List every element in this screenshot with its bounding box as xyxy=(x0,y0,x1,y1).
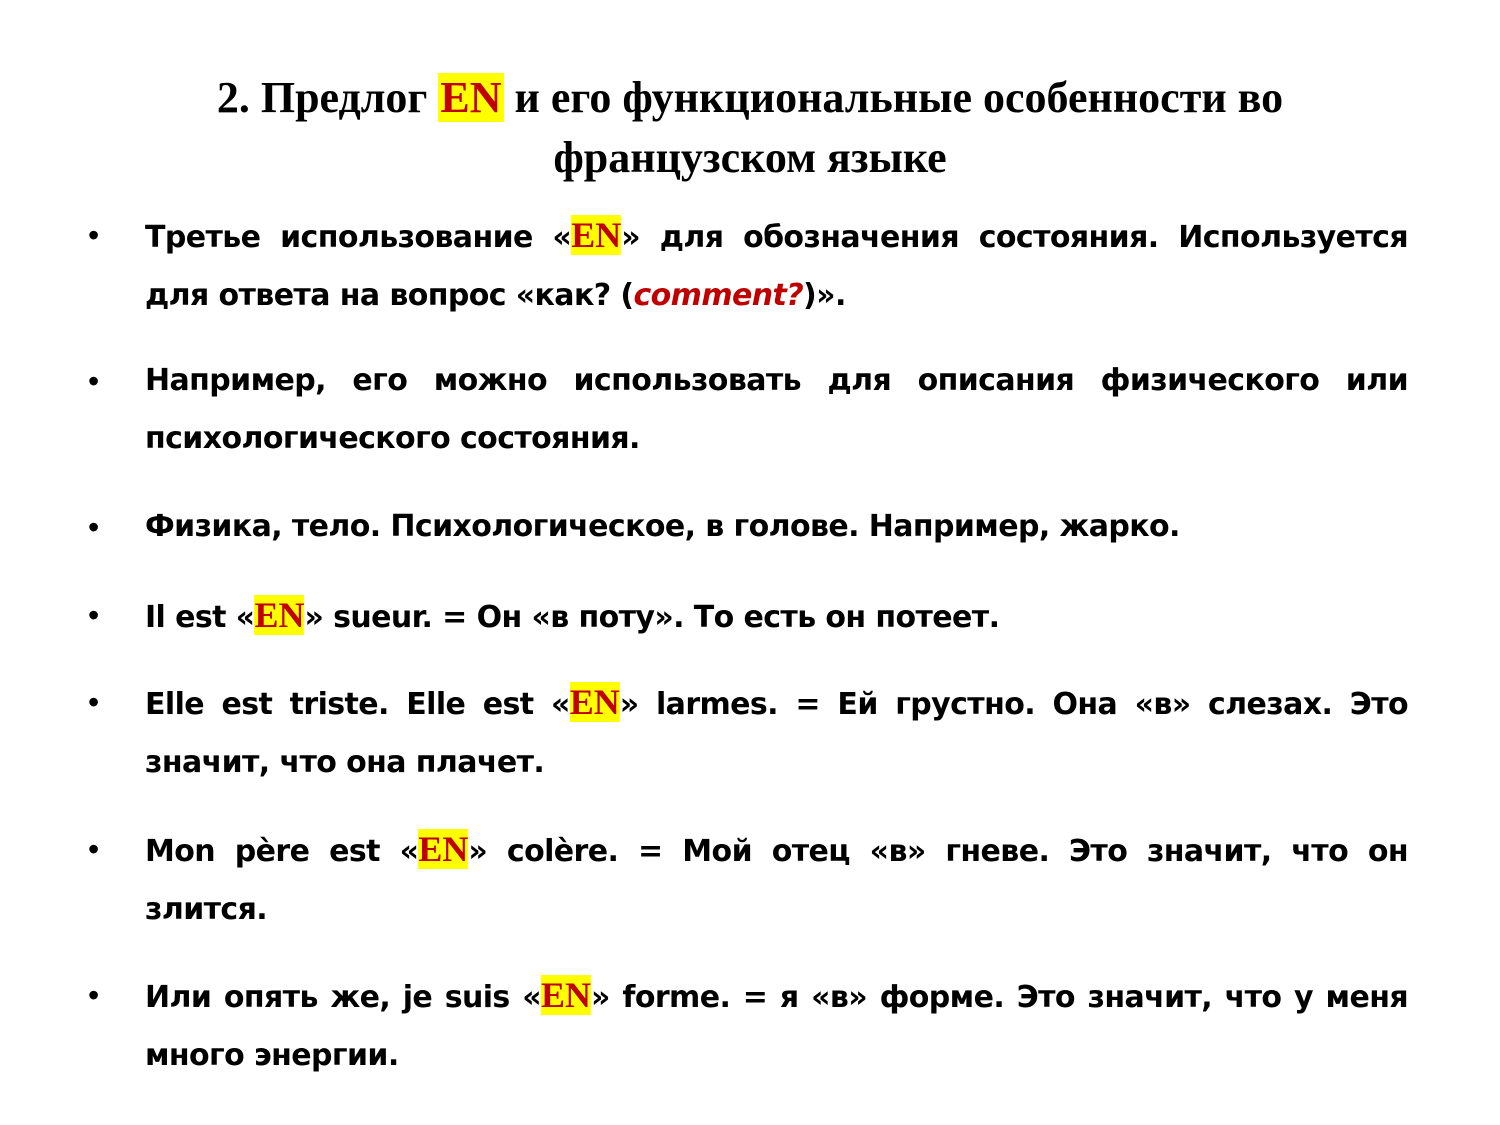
en-highlight: EN xyxy=(569,682,620,722)
bullet-dot: • xyxy=(88,509,100,545)
en-highlight: EN xyxy=(571,215,622,255)
bullet-text xyxy=(145,206,1408,325)
bullet-text xyxy=(145,498,1408,556)
bullet-text xyxy=(145,966,1408,1085)
comment-emphasis: comment? xyxy=(633,278,804,313)
text-segment: Или опять же, je suis « xyxy=(145,980,542,1015)
bullet-dot: • xyxy=(88,977,100,1013)
bullet-dot: • xyxy=(88,597,100,633)
title-en-highlight: EN xyxy=(440,73,502,122)
en-highlight: EN xyxy=(418,829,469,869)
text-segment: Физика, тело. Психологическое, в голове. Например, жарко. xyxy=(145,509,1180,544)
text-segment: Третье использование « xyxy=(145,220,572,255)
text-segment: » larmes. = Ей грустно. Она «в» слезах. Это значит, что она плачет. xyxy=(145,687,1408,780)
text-segment: » forme. = я «в» форме. Это значит, что у меня много энергии. xyxy=(145,980,1408,1073)
bullet-dot: • xyxy=(88,363,100,399)
bullet-text xyxy=(145,673,1408,792)
bullet-dot: • xyxy=(88,684,100,720)
bullet-text xyxy=(145,586,1408,647)
en-highlight: EN xyxy=(254,595,305,635)
text-segment: Например, его можно использовать для описания физического или психологического состояния. xyxy=(145,363,1408,456)
text-segment: » colère. = Мой отец «в» гневе. Это значит, что он злится. xyxy=(145,834,1408,927)
title-text-end: и его функциональные особенности во французском языке xyxy=(503,73,1284,182)
text-segment: Mon père est « xyxy=(145,834,419,869)
en-highlight: EN xyxy=(541,975,592,1015)
slide-title xyxy=(80,68,1420,188)
bullet-text xyxy=(145,352,1408,468)
bullet-text xyxy=(145,820,1408,939)
bullet-dot: • xyxy=(88,831,100,867)
text-segment: Elle est triste. Elle est « xyxy=(145,687,570,722)
text-segment: » sueur. = Он «в поту». То есть он потеет. xyxy=(304,600,1000,635)
bullet-dot: • xyxy=(88,217,100,253)
title-text-start: 2. Предлог xyxy=(216,73,439,122)
text-segment: Il est « xyxy=(145,600,255,635)
text-segment: » для обозначения состояния. Используется для ответа на вопрос «как? ( xyxy=(145,220,1408,313)
text-segment: )». xyxy=(803,278,846,313)
